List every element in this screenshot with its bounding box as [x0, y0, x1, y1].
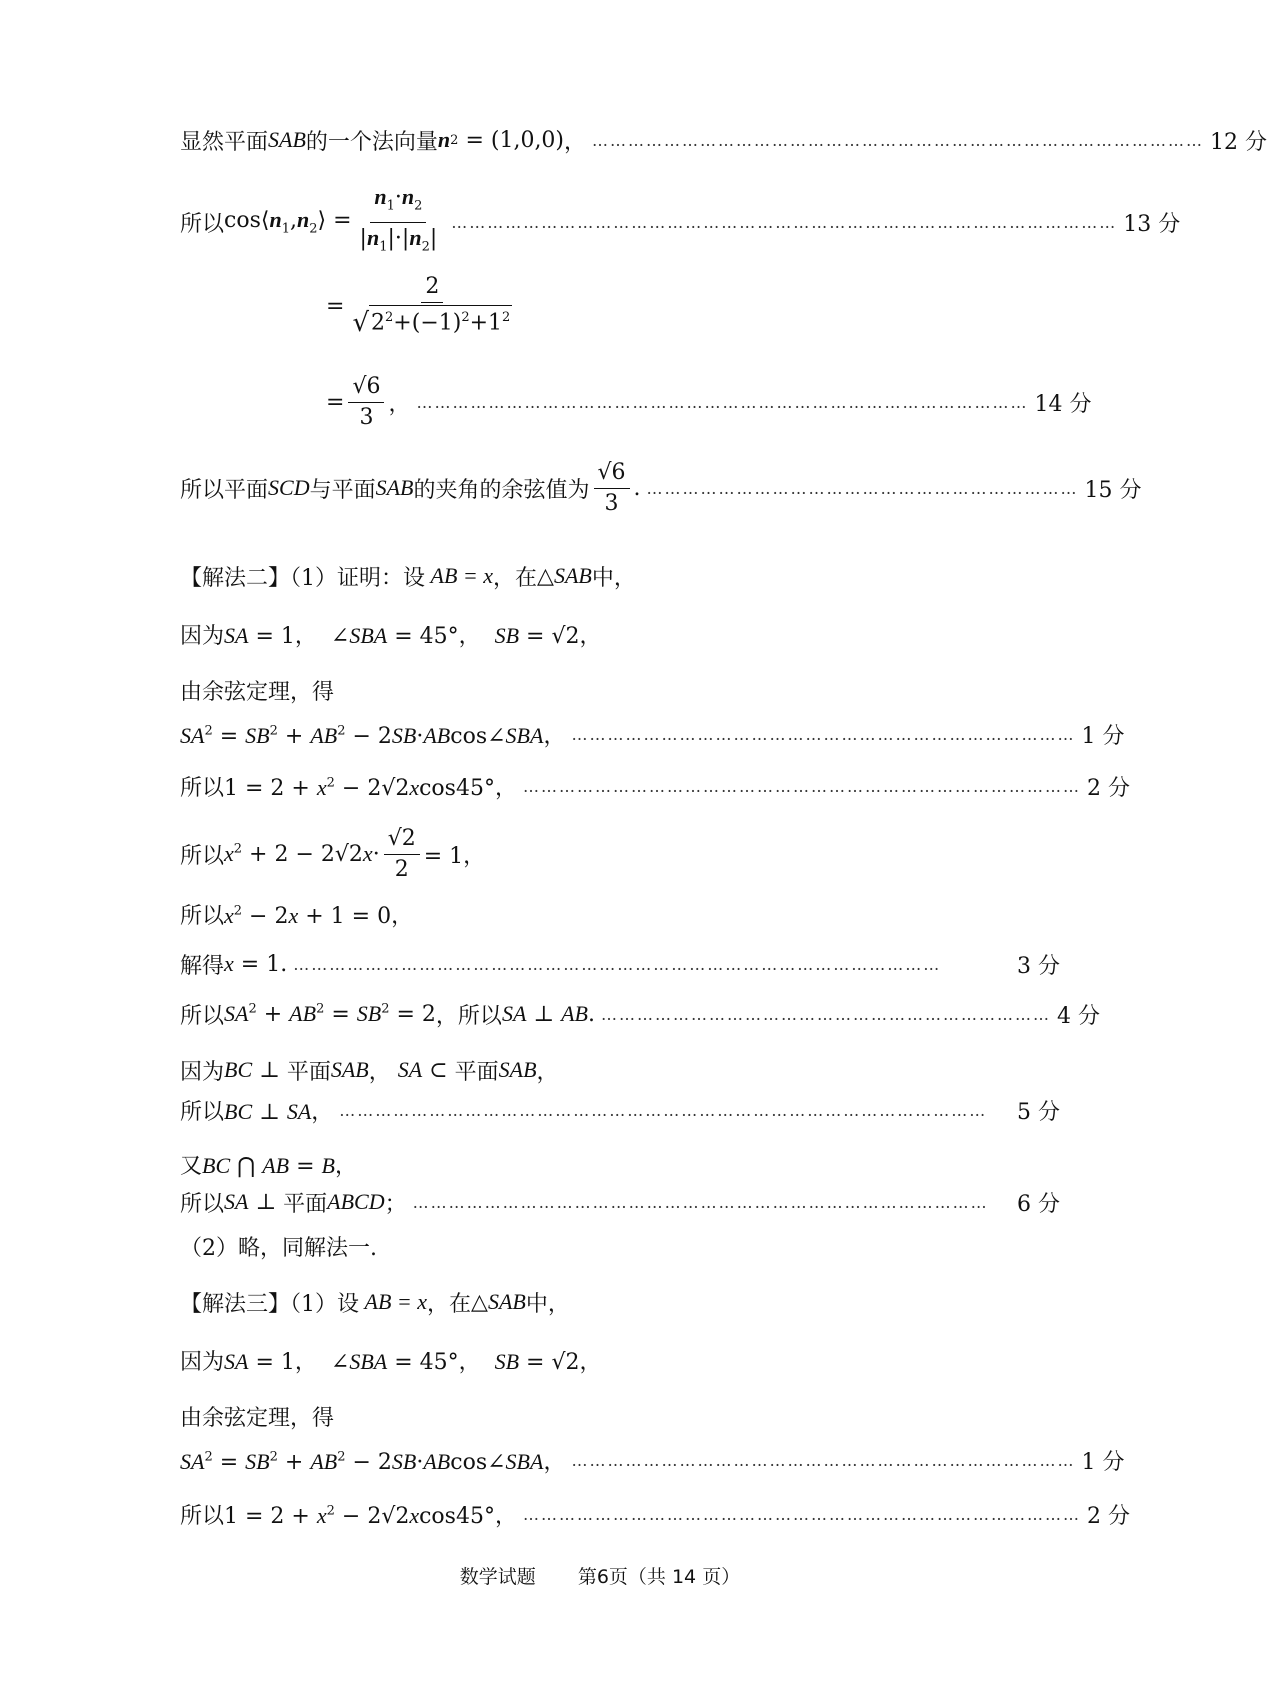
leader-dots: …………………………………………………………………………: [571, 724, 1076, 744]
line-given-3: 因为 SA = 1， ∠SBA = 45°， SB = √2，: [180, 1348, 602, 1375]
line-given: 因为 SA = 1， ∠SBA = 45°， SB = √2，: [180, 622, 602, 649]
line-12: 显然平面 SAB 的一个法向量 n 2 = (1,0,0) ， ………………………………………………………………………………………… 12 分: [180, 120, 1060, 160]
method3-heading: 【解法三】（1）设 AB = x ，在 △SAB 中，: [180, 1289, 570, 1317]
score-label: 2 分: [1086, 1503, 1130, 1529]
score-label: 15 分: [1084, 477, 1142, 503]
score-label: 2 分: [1086, 775, 1130, 801]
score-label: 12 分: [1210, 129, 1267, 155]
line-calc: = 2 √ $2^2+(-1)^2+1^2$: [326, 274, 511, 338]
line-bc-perp: 因为 BC ⊥ 平面 SAB ， SA ⊂ 平面 SAB ，: [180, 1057, 559, 1085]
score-label: 3 分: [1017, 953, 1060, 979]
score-label: 5 分: [1017, 1099, 1060, 1125]
score-label: 13 分: [1123, 211, 1181, 237]
line-14: = $\frac{√6}{3}$ ， ………………………………………………………………………………………… 14 分: [326, 373, 1092, 430]
leader-dots: …………………………………………………………………: [600, 1004, 1051, 1024]
leader-dots: …………………………………………………………………………………………: [416, 392, 1029, 412]
leader-dots: …………………………………………………………………………………………………: [451, 212, 1118, 232]
score-label: 6 分: [1017, 1191, 1060, 1217]
line-s2-3: 所以 $1 = 2 + x^2 - 2√2xcos45^\circ$， ………………………………………………………………………………… 2 分: [180, 1494, 1060, 1534]
line-s3: 解得 x = 1. ……………………………………………………………………………………………… 3 分: [180, 944, 1060, 984]
line-s6: 所以 SA ⊥ 平面 ABCD ； …………………………………………………………………………………… 6 分: [180, 1182, 1060, 1222]
line-substitute: 所以 $x^2 + 2 - 2√2x\cdot$ $\frac{√2}{2}$ = 1，: [180, 825, 486, 882]
leader-dots: …………………………………………………………………………………: [522, 1504, 1081, 1524]
leader-dots: …………………………………………………………………………………: [522, 776, 1081, 796]
page-footer: [0, 1562, 1200, 1589]
line-part2: （2）略，同解法一.: [180, 1235, 377, 1261]
leader-dots: ………………………………………………………………………………………………: [293, 954, 942, 974]
leader-dots: ………………………………………………………………………………………………: [339, 1100, 988, 1120]
line-cos-law: 由余弦定理，得: [180, 679, 335, 705]
score-label: 14 分: [1034, 391, 1092, 417]
score-label: 1 分: [1081, 723, 1125, 749]
line-13: 所以 $\cos⟨n_1,n_2⟩$ = $\frac{n_1\cdot n_2}{|n_1|\cdot|n_2|}$ ………………………………………………………………………………………………… 13 分: [180, 184, 1181, 254]
line-quadratic: 所以 $x^2 - 2x + 1 = 0$，: [180, 902, 414, 929]
footer-page-number: 第6页（共 14 页）: [577, 1566, 741, 1588]
score-label: 4 分: [1056, 1003, 1100, 1029]
line-s1: $SA^2 = SB^2 + AB^2$ − 2SB·ABcos∠SBA， ………………………………………………………………………… 1 分: [180, 714, 1060, 754]
line-s4: 所以 $SA^2 + AB^2 = SB^2 = 2$ ，所以 SA ⊥ AB. ………………………………………………………………… 4 分: [180, 994, 1060, 1034]
line-s2: 所以 $1 = 2 + x^2 - 2√2xcos45^\circ$， ………………………………………………………………………………… 2 分: [180, 766, 1060, 806]
leader-dots: ………………………………………………………………: [646, 478, 1079, 498]
line-s5: 所以 BC ⊥ SA， ……………………………………………………………………………………………… 5 分: [180, 1090, 1060, 1130]
leader-dots: …………………………………………………………………………………………: [592, 130, 1205, 150]
leader-dots: ……………………………………………………………………………………: [412, 1192, 989, 1212]
score-label: 1 分: [1081, 1449, 1125, 1475]
line-15: 所以平面 SCD 与平面 SAB 的夹角的余弦值为 $\frac{√6}{3}$ . ……………………………………………………………… 15 分: [180, 459, 1142, 516]
line-intersect: 又 BC ⋂ AB = B，: [180, 1152, 357, 1179]
method2-heading: 【解法二】（1）证明：设 AB = x ，在 △SAB 中，: [180, 563, 636, 591]
line-cos-law-3: 由余弦定理，得: [180, 1405, 335, 1431]
line-s1-3: $SA^2 = SB^2 + AB^2$ − 2SB·ABcos∠SBA， ………………………………………………………………………… 1 分: [180, 1440, 1060, 1480]
leader-dots: …………………………………………………………………………: [571, 1450, 1076, 1470]
footer-subject: 数学试题: [459, 1566, 536, 1588]
